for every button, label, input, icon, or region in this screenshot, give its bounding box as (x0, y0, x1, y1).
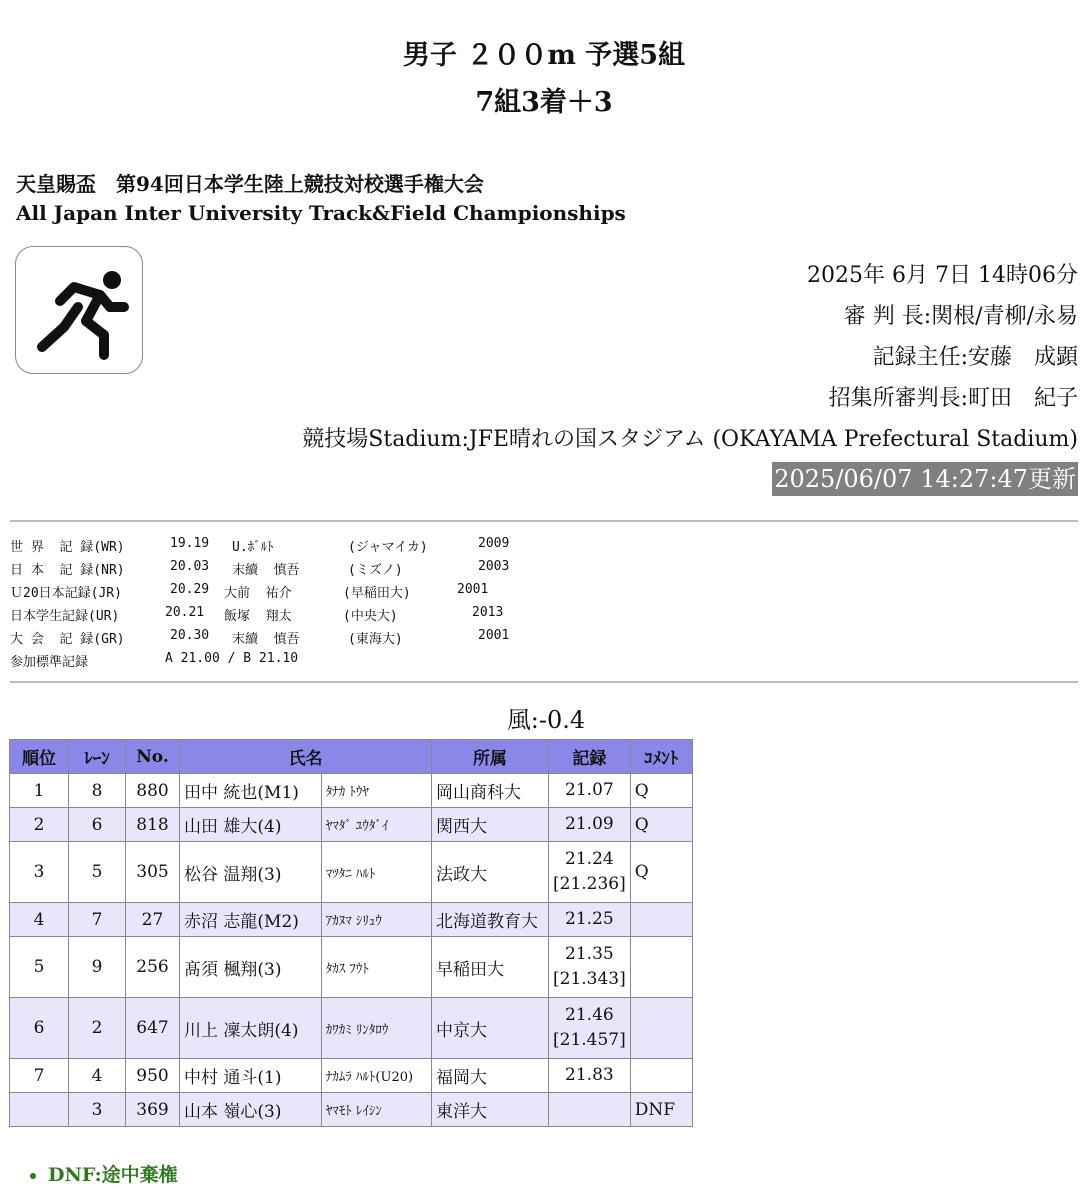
rank-cell: 1 (10, 774, 69, 808)
record-label: 日 本 記 録(NR) (10, 563, 125, 578)
col-name: 氏名 (180, 740, 432, 774)
stadium: 競技場Stadium:JFE晴れの国スタジアム (OKAYAMA Prefectural Stadium) (302, 427, 1078, 452)
lane-cell: 8 (69, 774, 126, 808)
number-cell: 818 (126, 808, 180, 842)
lane-cell: 2 (69, 998, 126, 1059)
record-holder: 飯塚 翔太 (224, 609, 292, 624)
mark-value: 21.35 (565, 944, 614, 964)
col-lane: ﾚｰﾝ (69, 740, 126, 774)
record-chief: 記録主任:安藤 成顕 (872, 345, 1078, 370)
name-cell: 松谷 温翔(3) (180, 842, 322, 903)
record-label: Ｕ20日本記録(JR) (10, 586, 122, 601)
standard-value: A 21.00 / B 21.10 (165, 651, 299, 666)
record-year: 2009 (478, 536, 510, 551)
record-mark: 20.30 (170, 628, 210, 643)
table-row (10, 1093, 693, 1127)
team-cell: 福岡大 (432, 1059, 549, 1093)
table-row (10, 808, 693, 842)
comment-cell (630, 1059, 692, 1093)
table-row (10, 1059, 693, 1093)
lane-cell: 9 (69, 937, 126, 998)
record-year: 2001 (478, 628, 510, 643)
page-subtitle: 7組3着＋3 (475, 87, 613, 118)
mark-cell (549, 1059, 631, 1093)
record-team: (東海大) (348, 632, 403, 647)
record-holder: 末續 慎吾 (232, 563, 300, 578)
name-cell: 川上 凜太朗(4) (180, 998, 322, 1059)
record-label: 大 会 記 録(GR) (10, 632, 125, 647)
kana-cell: ﾀｶｽ ﾌｳﾄ (321, 937, 431, 998)
lane-cell: 6 (69, 808, 126, 842)
rank-cell: 5 (10, 937, 69, 998)
record-team: (中央大) (343, 609, 398, 624)
call-room-referee: 招集所審判長:町田 紀子 (828, 386, 1078, 411)
mark-detail: [21.457] (553, 1030, 626, 1050)
name-cell: 山田 雄大(4) (180, 808, 322, 842)
mark-cell (549, 808, 631, 842)
kana-cell: ﾅｶﾑﾗ ﾊﾙﾄ(U20) (321, 1059, 431, 1093)
team-cell: 早稲田大 (432, 937, 549, 998)
runner-icon (15, 246, 143, 374)
mark-cell (549, 842, 631, 903)
lane-cell: 5 (69, 842, 126, 903)
number-cell: 950 (126, 1059, 180, 1093)
team-cell: 法政大 (432, 842, 549, 903)
comment-cell: DNF (630, 1093, 692, 1127)
record-holder: U.ﾎﾞﾙﾄ (232, 540, 274, 555)
bullet-icon (30, 1173, 36, 1179)
record-label: 世 界 記 録(WR) (10, 540, 125, 555)
team-cell: 関西大 (432, 808, 549, 842)
number-cell: 880 (126, 774, 180, 808)
page-title: 男子 ２００m 予選5組 (402, 40, 686, 71)
mark-cell (549, 903, 631, 937)
record-mark: 19.19 (170, 536, 210, 551)
comment-cell: Q (630, 842, 692, 903)
updated-timestamp: 2025/06/07 14:27:47更新 (772, 462, 1078, 496)
team-cell: 北海道教育大 (432, 903, 549, 937)
number-cell: 27 (126, 903, 180, 937)
record-label: 日本学生記録(UR) (10, 609, 120, 624)
lane-cell: 7 (69, 903, 126, 937)
referee: 審 判 長:関根/青柳/永易 (843, 304, 1078, 329)
record-year: 2003 (478, 559, 510, 574)
record-holder: 末續 慎吾 (232, 632, 300, 647)
mark-value: 21.83 (565, 1065, 614, 1085)
rank-cell: 6 (10, 998, 69, 1059)
record-mark: 20.21 (165, 605, 205, 620)
rank-cell: 4 (10, 903, 69, 937)
results-table (9, 739, 693, 1127)
kana-cell: ﾔﾏﾀﾞ ﾕｳﾀﾞｲ (321, 808, 431, 842)
table-row (10, 998, 693, 1059)
number-cell: 256 (126, 937, 180, 998)
team-cell: 東洋大 (432, 1093, 549, 1127)
record-mark: 20.03 (170, 559, 210, 574)
comment-cell (630, 937, 692, 998)
col-team: 所属 (432, 740, 549, 774)
rank-cell: 3 (10, 842, 69, 903)
name-cell: 髙須 楓翔(3) (180, 937, 322, 998)
number-cell: 369 (126, 1093, 180, 1127)
mark-cell (549, 1093, 631, 1127)
mark-cell (549, 774, 631, 808)
record-team: (ミズノ) (348, 563, 403, 578)
meet-name-en: All Japan Inter University Track&Field Championships (16, 201, 626, 225)
comment-cell: Q (630, 774, 692, 808)
name-cell: 赤沼 志龍(M2) (180, 903, 322, 937)
number-cell: 305 (126, 842, 180, 903)
lane-cell: 3 (69, 1093, 126, 1127)
wind-reading: 風:-0.4 (506, 706, 586, 734)
dnf-note: DNF:途中棄権 (48, 1164, 178, 1186)
mark-detail: [21.343] (553, 969, 626, 989)
comment-cell (630, 998, 692, 1059)
mark-cell (549, 937, 631, 998)
mark-value: 21.25 (565, 909, 614, 929)
team-cell: 岡山商科大 (432, 774, 549, 808)
mark-value: 21.07 (565, 780, 614, 800)
mark-value: 21.24 (565, 849, 614, 869)
name-cell: 中村 通斗(1) (180, 1059, 322, 1093)
record-team: (早稲田大) (343, 586, 411, 601)
mark-cell (549, 998, 631, 1059)
table-row (10, 903, 693, 937)
table-row (10, 774, 693, 808)
lane-cell: 4 (69, 1059, 126, 1093)
rank-cell: 7 (10, 1059, 69, 1093)
table-row (10, 842, 693, 903)
name-cell: 田中 統也(M1) (180, 774, 322, 808)
rank-cell: 2 (10, 808, 69, 842)
record-mark: 20.29 (170, 582, 210, 597)
kana-cell: ﾔﾏﾓﾄ ﾚｲｼﾝ (321, 1093, 431, 1127)
table-header-row (10, 740, 693, 774)
col-rank: 順位 (10, 740, 69, 774)
name-cell: 山本 嶺心(3) (180, 1093, 322, 1127)
divider (10, 681, 1078, 683)
meet-name-ja: 天皇賜盃 第94回日本学生陸上競技対校選手権大会 (16, 172, 484, 196)
meet-datetime: 2025年 6月 7日 14時06分 (807, 263, 1078, 288)
record-year: 2001 (457, 582, 489, 597)
col-number: No. (126, 740, 180, 774)
kana-cell: ｱｶﾇﾏ ｼﾘｭｳ (321, 903, 431, 937)
table-row (10, 937, 693, 998)
mark-value: 21.09 (565, 814, 614, 834)
record-year: 2013 (472, 605, 504, 620)
footnote (30, 1160, 178, 1187)
record-team: (ジャマイカ) (348, 540, 428, 555)
comment-cell (630, 903, 692, 937)
kana-cell: ﾏﾂﾀﾆ ﾊﾙﾄ (321, 842, 431, 903)
number-cell: 647 (126, 998, 180, 1059)
comment-cell: Q (630, 808, 692, 842)
divider (10, 520, 1078, 522)
col-comment: ｺﾒﾝﾄ (630, 740, 692, 774)
team-cell: 中京大 (432, 998, 549, 1059)
kana-cell: ﾀﾅｶ ﾄｳﾔ (321, 774, 431, 808)
standard-label: 参加標準記録 (10, 655, 89, 670)
mark-value: 21.46 (565, 1005, 614, 1025)
rank-cell (10, 1093, 69, 1127)
record-holder: 大前 祐介 (224, 586, 292, 601)
mark-detail: [21.236] (553, 874, 626, 894)
kana-cell: ｶﾜｶﾐ ﾘﾝﾀﾛｳ (321, 998, 431, 1059)
col-mark: 記録 (549, 740, 631, 774)
